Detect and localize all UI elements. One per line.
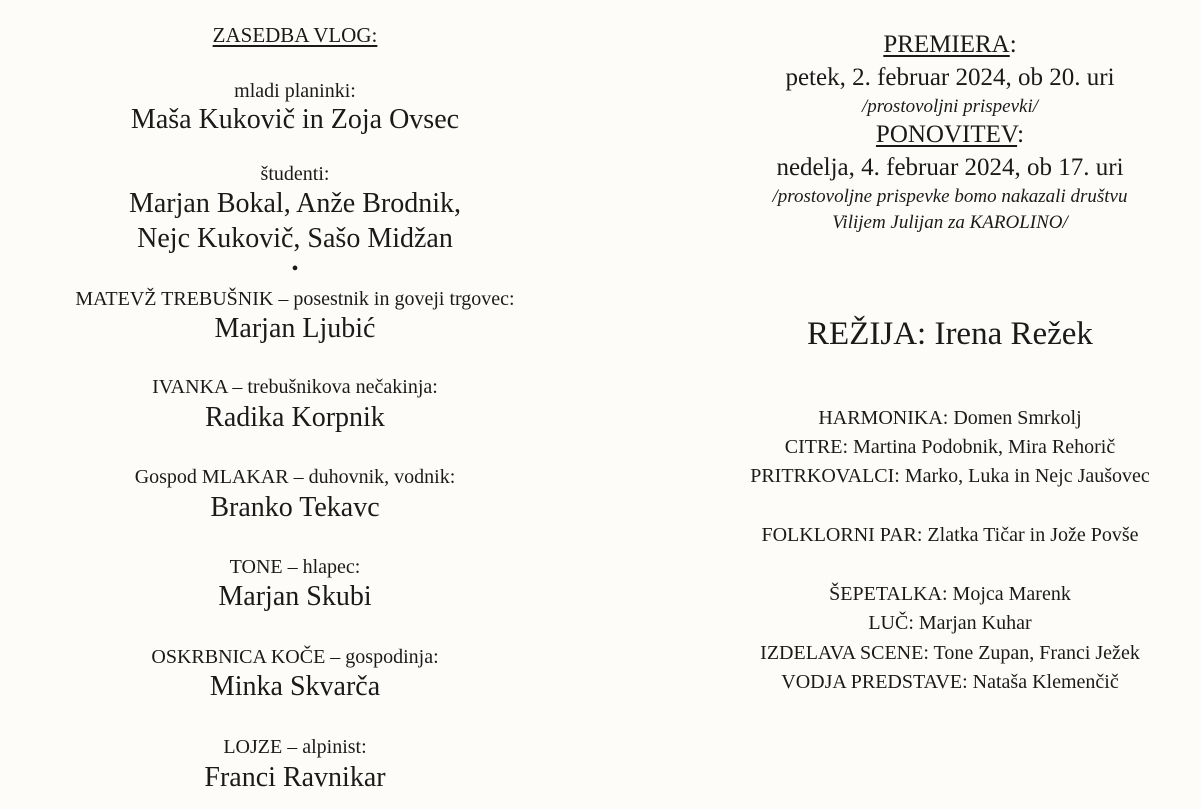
- bullet-separator: •: [291, 258, 299, 280]
- repeat-colon: :: [1017, 121, 1025, 148]
- repeat-label: PONOVITEV: [875, 121, 1018, 148]
- actor-tone: Marjan Skubi: [218, 581, 372, 612]
- premiere-note: /prostovoljni prispevki/: [861, 96, 1039, 117]
- director-credit: REŽIJA: Irena Režek: [807, 316, 1093, 352]
- actor-lojze: Franci Ravnikar: [204, 762, 386, 793]
- actor-matevz: Marjan Ljubić: [214, 313, 376, 344]
- crew-sepetalka: ŠEPETALKA: Mojca Marenk: [829, 583, 1071, 605]
- repeat-note-line1: /prostovoljne prispevke bomo nakazali društvu: [772, 186, 1128, 207]
- repeat-date: nedelja, 4. februar 2024, ob 17. uri: [776, 154, 1124, 181]
- premiere-colon: :: [1009, 31, 1017, 58]
- crew-luc: LUČ: Marjan Kuhar: [868, 612, 1032, 634]
- repeat-note-line2: Vilijem Julijan za KAROLINO/: [832, 212, 1068, 233]
- premiere-title: [700, 31, 1200, 59]
- crew-vodja: VODJA PREDSTAVE: Nataša Klemenčič: [781, 671, 1119, 693]
- role-mountaineers: mladi planinki:: [234, 80, 356, 102]
- role-lojze: LOJZE – alpinist:: [223, 736, 367, 758]
- cast-heading: ZASEDBA VLOG:: [212, 23, 378, 47]
- actor-ivanka: Radika Korpnik: [205, 402, 385, 433]
- actor-oskrbnica: Minka Skvarča: [209, 671, 381, 702]
- actor-students-line1: Marjan Bokal, Anže Brodnik,: [128, 188, 462, 219]
- crew-citre: CITRE: Martina Podobnik, Mira Rehorič: [784, 436, 1116, 458]
- role-oskrbnica: OSKRBNICA KOČE – gospodinja:: [151, 646, 439, 668]
- crew-scena: IZDELAVA SCENE: Tone Zupan, Franci Ježek: [760, 642, 1140, 664]
- role-students: študenti:: [260, 163, 330, 185]
- crew-harmonika: HARMONIKA: Domen Smrkolj: [818, 407, 1082, 429]
- role-mlakar: Gospod MLAKAR – duhovnik, vodnik:: [134, 466, 456, 488]
- crew-pritrkovalci: PRITRKOVALCI: Marko, Luka in Nejc Jaušovec: [750, 465, 1150, 487]
- role-tone: TONE – hlapec:: [229, 556, 361, 578]
- crew-folklorni-par: FOLKLORNI PAR: Zlatka Tičar in Jože Povše: [761, 524, 1139, 546]
- actor-students-line2: Nejc Kukovič, Sašo Midžan: [137, 223, 453, 254]
- role-ivanka: IVANKA – trebušnikova nečakinja:: [152, 376, 438, 398]
- premiere-date: petek, 2. februar 2024, ob 20. uri: [785, 64, 1115, 91]
- actor-mlakar: Branko Tekavc: [210, 492, 380, 523]
- repeat-title: [700, 121, 1200, 149]
- premiere-label: PREMIERA: [883, 31, 1010, 58]
- role-matevz: MATEVŽ TREBUŠNIK – posestnik in goveji trgovec:: [75, 288, 515, 310]
- actor-mountaineers: Maša Kukovič in Zoja Ovsec: [130, 104, 460, 135]
